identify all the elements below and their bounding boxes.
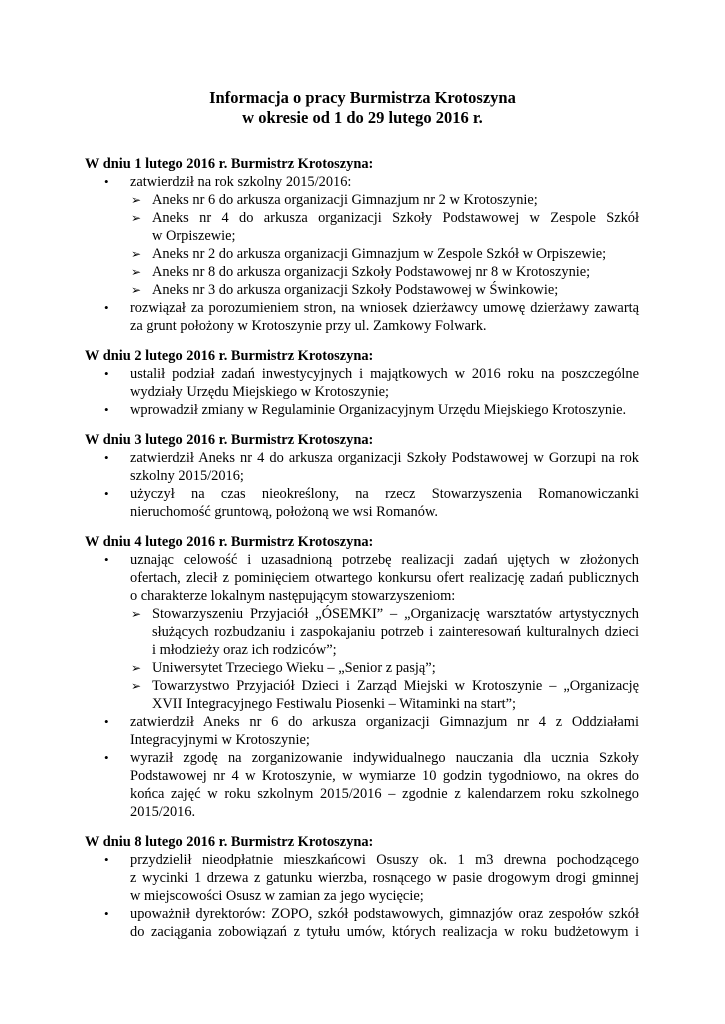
sub-item-line: Aneks nr 4 do arkusza organizacji Szkoły Podstawowej w Zespole Szkół [152,210,639,226]
sub-item: Aneks nr 3 do arkusza organizacji Szkoły Podstawowej w Świnkowie; [152,282,559,298]
bullet-marker: • [104,750,109,765]
bullet-item-line: wyraził zgodę na zorganizowanie indywidualnego nauczania dla ucznia Szkoły [130,750,639,766]
bullet-item-line: za grunt położony w Krotoszynie przy ul. Zamkowy Folwark. [130,318,487,334]
arrow-marker: ➢ [131,193,142,207]
bullet-item-line: do zaciągania zobowiązań z tytułu umów, których realizacja w roku budżetowym i [130,924,639,940]
bullet-item: wprowadził zmiany w Regulaminie Organizacyjnym Urzędu Miejskiego Krotoszynie. [130,402,627,418]
bullet-item-line: użyczył na czas nieokreślony, na rzecz Stowarzyszenia Romanowiczanki [130,486,639,502]
sub-item: Uniwersytet Trzeciego Wieku – „Senior z pasją”; [152,660,436,676]
bullet-item-line: zatwierdził Aneks nr 4 do arkusza organizacji Szkoły Podstawowej w Gorzupi na rok [130,450,639,466]
bullet-item-line: przydzielił nieodpłatnie mieszkańcowi Osuszy ok. 1 m3 drewna pochodzącego [130,852,639,868]
arrow-marker: ➢ [131,661,142,675]
section-header-feb-2: W dniu 2 lutego 2016 r. Burmistrz Krotoszyna: [85,348,374,364]
sub-item-line: służących rozbudzaniu i zaspokajaniu potrzeb i zainteresowań kulturalnych dzieci [152,624,639,640]
arrow-marker: ➢ [131,265,142,279]
bullet-item: zatwierdził na rok szkolny 2015/2016: [130,174,352,190]
sub-item-line: Towarzystwo Przyjaciół Dzieci i Zarząd Miejski w Krotoszynie – „Organizację [152,678,639,694]
bullet-item-line: uznając celowość i uzasadnioną potrzebę realizacji zadań ujętych w złożonych [130,552,639,568]
sub-item: Aneks nr 2 do arkusza organizacji Gimnazjum w Zespole Szkół w Orpiszewie; [152,246,607,262]
arrow-marker: ➢ [131,679,142,693]
bullet-marker: • [104,714,109,729]
bullet-item-line: ustalił podział zadań inwestycyjnych i majątkowych w 2016 roku na poszczególne [130,366,639,382]
sub-item: Aneks nr 8 do arkusza organizacji Szkoły Podstawowej nr 8 w Krotoszynie; [152,264,591,280]
section-header-feb-4: W dniu 4 lutego 2016 r. Burmistrz Krotoszyna: [85,534,374,550]
bullet-item-line: rozwiązał za porozumieniem stron, na wniosek dzierżawcy umowę dzierżawy zawartą [130,300,639,316]
section-header-feb-3: W dniu 3 lutego 2016 r. Burmistrz Krotoszyna: [85,432,374,448]
bullet-item-line: Podstawowej nr 4 w Krotoszynie, w wymiarze 10 godzin tygodniowo, na okres do [130,768,639,784]
sub-item: Aneks nr 6 do arkusza organizacji Gimnazjum nr 2 w Krotoszynie; [152,192,538,208]
section-header-feb-1: W dniu 1 lutego 2016 r. Burmistrz Krotoszyna: [85,156,374,172]
bullet-marker: • [104,852,109,867]
bullet-marker: • [104,486,109,501]
bullet-marker: • [104,300,109,315]
arrow-marker: ➢ [131,283,142,297]
section-header-feb-8: W dniu 8 lutego 2016 r. Burmistrz Krotoszyna: [85,834,374,850]
bullet-item-line: zatwierdził Aneks nr 6 do arkusza organizacji Gimnazjum nr 4 z Oddziałami [130,714,639,730]
arrow-marker: ➢ [131,607,142,621]
bullet-item-line: w miejscowości Osusz w zamian za jego wycięcie; [130,888,424,904]
bullet-item-line: końca zajęć w roku szkolnym 2015/2016 – zgodnie z kalendarzem roku szkolnego [130,786,639,802]
bullet-item-line: szkolny 2015/2016; [130,468,244,484]
bullet-item-line: ofertach, zlecił z pominięciem otwartego konkursu ofert realizację zadań publicznych [130,570,639,586]
bullet-item-line: 2015/2016. [130,804,196,820]
bullet-marker: • [104,174,109,189]
sub-item-line: i młodzieży oraz ich rodziców”; [152,642,337,658]
arrow-marker: ➢ [131,211,142,225]
bullet-item-line: z wycinki 1 drzewa z gatunku wierzba, rosnącego w pasie drogowym drogi gminnej [130,870,639,886]
bullet-marker: • [104,906,109,921]
bullet-marker: • [104,450,109,465]
bullet-item-line: wydziały Urzędu Miejskiego w Krotoszynie; [130,384,389,400]
document-title-line-1: Informacja o pracy Burmistrza Krotoszyna [209,88,516,107]
arrow-marker: ➢ [131,247,142,261]
sub-item-line: XVII Integracyjnego Festiwalu Piosenki – Witaminki na start”; [152,696,517,712]
bullet-marker: • [104,366,109,381]
bullet-item-line: Integracyjnymi w Krotoszynie; [130,732,310,748]
sub-item-line: w Orpiszewie; [152,228,236,244]
bullet-item-line: upoważnił dyrektorów: ZOPO, szkół podstawowych, gimnazjów oraz zespołów szkół [130,906,639,922]
bullet-marker: • [104,402,109,417]
document-title-line-2: w okresie od 1 do 29 lutego 2016 r. [242,108,483,127]
bullet-item-line: o charakterze lokalnym następującym stowarzyszeniom: [130,588,456,604]
bullet-item-line: nieruchomość gruntową, położoną we wsi Romanów. [130,504,438,520]
bullet-marker: • [104,552,109,567]
sub-item-line: Stowarzyszeniu Przyjaciół „ÓSEMKI” – „Organizację warsztatów artystycznych [152,606,639,622]
